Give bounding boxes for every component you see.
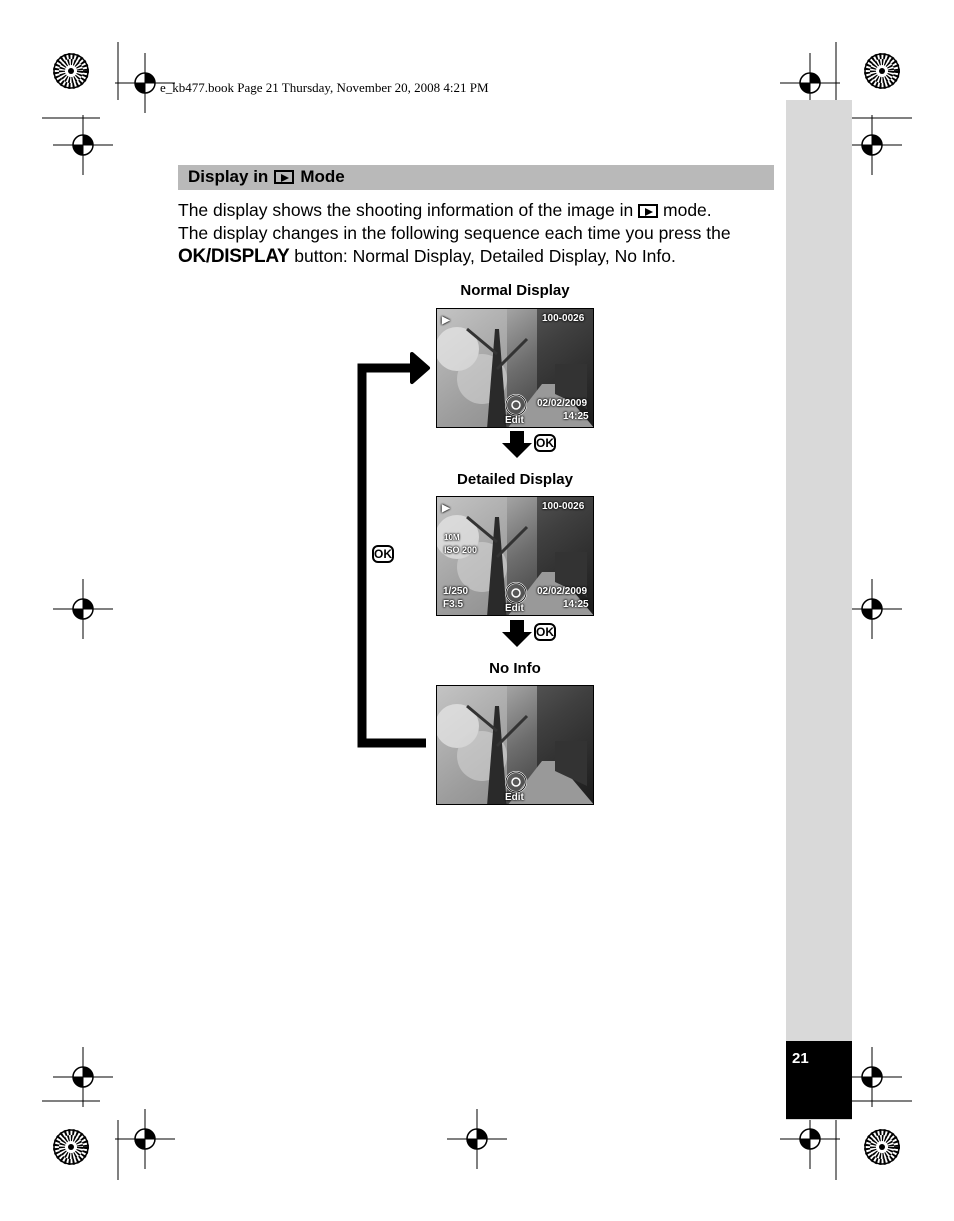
section-title: [188, 167, 345, 187]
shutter-speed: 1/250: [443, 586, 469, 597]
ok-step-badge: [534, 434, 556, 452]
file-number: 100-0026: [542, 501, 585, 512]
date-readout: 02/02/2009: [537, 398, 588, 409]
ok-display-button-label: OK/DISPLAY: [178, 246, 290, 267]
screen-no-info: [436, 685, 594, 805]
playback-icon: ▶: [442, 503, 450, 514]
paragraph-text: The display shows the shooting information of the image in: [178, 200, 634, 220]
iso-value: ISO 200: [444, 545, 478, 555]
ok-button-icon: OK: [536, 625, 554, 639]
photo-thumbnail: [437, 686, 594, 805]
ok-step-badge: [534, 623, 556, 641]
section-title-suffix: Mode: [300, 167, 345, 186]
down-arrow: [500, 620, 536, 648]
date-readout: 02/02/2009: [537, 586, 588, 597]
paragraph-line-3: [178, 245, 788, 268]
time-readout: 14:25: [563, 599, 589, 610]
caption-no-info: No Info: [489, 660, 541, 677]
down-arrow: [500, 431, 536, 459]
playback-icon: [638, 204, 658, 218]
screen-normal-display: [436, 308, 594, 428]
cycle-arrow: [350, 350, 440, 750]
paragraph-line-2: The display changes in the following sequence each time you press the: [178, 223, 731, 243]
book-info-header: e_kb477.book Page 21 Thursday, November 20, 2008 4:21 PM: [160, 80, 489, 95]
time-readout: 14:25: [563, 411, 589, 422]
paragraph-text: button: Normal Display, Detailed Display, No Info.: [294, 246, 676, 266]
loop-ok-badge: [372, 545, 394, 563]
aperture: F3.5: [443, 599, 464, 610]
side-tab: [786, 100, 852, 1120]
image-size: 10M: [444, 533, 460, 542]
playback-icon: ▶: [442, 315, 450, 326]
caption-normal-display: Normal Display: [460, 282, 570, 299]
edit-label: Edit: [505, 603, 524, 614]
page-number: 21: [792, 1050, 809, 1067]
screen-detailed-display: [436, 496, 594, 616]
edit-label: Edit: [505, 792, 524, 803]
paragraph-line-1: [178, 199, 788, 222]
playback-icon: [274, 170, 294, 184]
section-title-prefix: Display in: [188, 167, 269, 186]
file-number: 100-0026: [542, 313, 585, 324]
paragraph-text: mode.: [663, 200, 712, 220]
edit-label: Edit: [505, 415, 524, 426]
ok-button-icon: OK: [374, 547, 392, 561]
ok-button-icon: OK: [536, 436, 554, 450]
caption-detailed-display: Detailed Display: [457, 471, 573, 488]
